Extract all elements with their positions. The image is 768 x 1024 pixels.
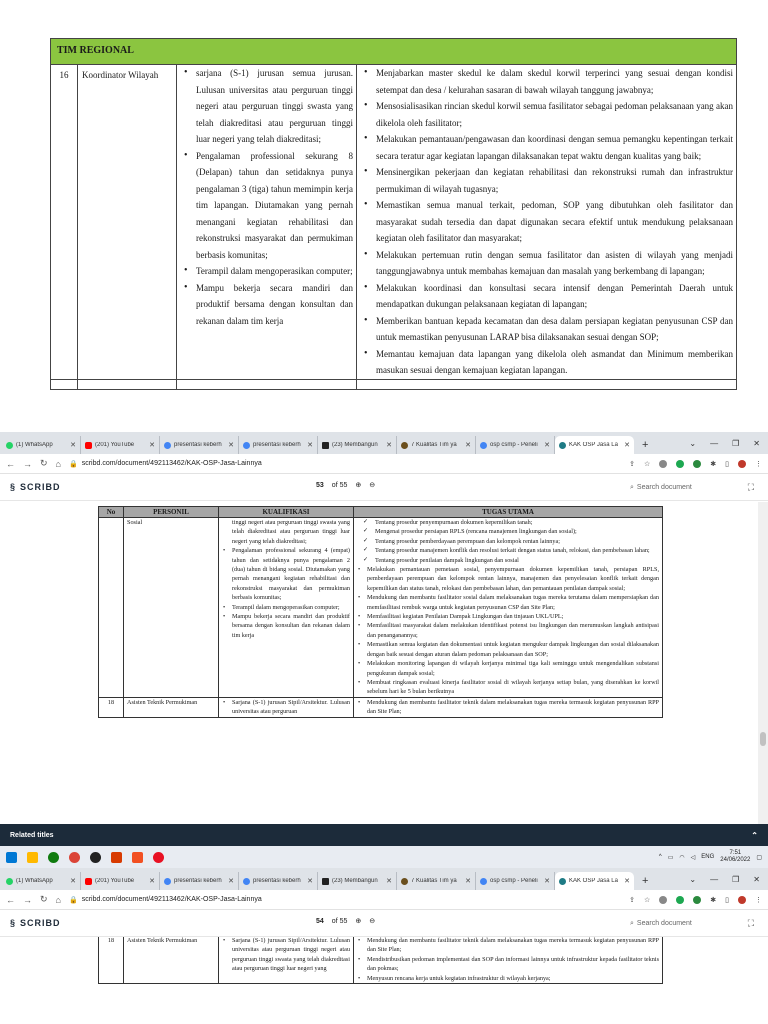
search-input[interactable]: [630, 481, 730, 494]
window-controls: [689, 432, 768, 454]
list-item: • Memantau kemajuan data lapangan yang dikelola oleh asmandat dan Minimum memberikan masukan sesuai dengan kemajuan kegiatan lapangan.: [363, 346, 733, 379]
tasks-list: [357, 937, 659, 983]
scribd-s-icon: §: [10, 918, 17, 928]
search-placeholder: Search document: [636, 920, 692, 927]
tab-membangun[interactable]: [318, 872, 397, 890]
clock-date: 24/06/2022: [720, 857, 751, 863]
google-icon: [164, 442, 171, 449]
edge-icon[interactable]: [48, 852, 59, 863]
tab-kualitas[interactable]: [397, 872, 476, 890]
page-navigator: [316, 481, 375, 489]
sidebar-icon[interactable]: ▯: [725, 896, 729, 904]
youtube-icon: [85, 442, 92, 449]
battery-icon[interactable]: ▭: [667, 854, 674, 861]
extensions-bar: [629, 460, 762, 468]
list-item: • Terampil dalam mengoperasikan computer;: [222, 603, 350, 612]
list-item: • Membuat ringkasan evaluasi kinerja fasilitator sosial di wilayah kerjanya setiap bulan, yang diserahkan ke korwil sebelum hari ke 5 bulan berikutnya: [357, 678, 659, 697]
table-row: [99, 518, 663, 698]
tab-whatsapp[interactable]: [2, 872, 81, 890]
lock-icon: 🔒: [68, 460, 78, 468]
tab-kualitas[interactable]: [397, 436, 476, 454]
extension-icon[interactable]: [676, 896, 684, 904]
address-bar: [0, 890, 768, 910]
share-icon[interactable]: ⇪: [629, 460, 635, 468]
tab-bar: [0, 432, 768, 454]
page-total: of 55: [331, 481, 348, 489]
section-header-row: [51, 39, 737, 65]
tab-google-2[interactable]: [239, 872, 318, 890]
chevron-up-icon[interactable]: ^: [658, 854, 662, 860]
tab-label: osp csmp - Peneli: [490, 442, 538, 448]
app-icon[interactable]: [90, 852, 101, 863]
close-icon[interactable]: ✕: [228, 878, 234, 885]
list-item: • sarjana (S-1) jurusan semua jurusan. Lulusan universitas atau perguruan tinggi negeri atau perguruan tinggi swasta yang telah diakreditasi atau perguruan tinggi luar negeri yang telah diakreditasi;: [183, 65, 353, 148]
font-icon: [322, 878, 329, 885]
extension-icon[interactable]: [693, 896, 701, 904]
tab-label: 7 Kualitas Tim ya: [411, 442, 457, 448]
list-item: ✓ Mengenai prosedur persiapan RPLS (rencana manajemen lingkungan dan sosial);: [357, 527, 659, 536]
list-item: • Memfasilitasi masyarakat dalam melakukan identifikasi potensi isu lingkungan dan merumuskan langkah antisipasi dan penanganannya;: [357, 621, 659, 640]
tasks-cell: [354, 518, 663, 698]
star-icon: [401, 442, 408, 449]
close-icon[interactable]: ✕: [544, 442, 550, 449]
tasks-cell: [354, 937, 663, 984]
extensions-bar: [629, 896, 762, 904]
tab-google-1[interactable]: [160, 872, 239, 890]
tab-label: KAK OSP Jasa La: [569, 442, 618, 448]
tab-youtube[interactable]: [81, 872, 160, 890]
list-item: ✓ Tentang prosedur manajemen konflik dan resolusi terkait dengan status tanah, relokasi, dan pembebasan lahan;: [357, 546, 659, 555]
zoom-out-icon[interactable]: ⊖: [369, 918, 376, 925]
reload-icon[interactable]: ↻: [40, 894, 48, 904]
tab-label: (1) WhatsApp: [16, 878, 53, 884]
row-number: 18: [99, 937, 124, 984]
table-header-row: [99, 507, 663, 518]
list-item: • Melakukan pemantauan pemetaan sosial, penyempurnaan dokumen kepemilikan tanah, persiapan RPLS, pemberdayaan perempuan dan kelompok rentan lainnya, manajemen dan penyelesaian konflik terkait dengan kepemilikan dan status tanah, relokasi dan pembebasan lahan, dan pemantauan penilaian dampak sosial;: [357, 565, 659, 593]
empty-cell: [78, 379, 177, 389]
scribd-logo[interactable]: [10, 918, 61, 928]
new-tab-button[interactable]: +: [642, 439, 649, 451]
list-item: • Mensosialisasikan rincian skedul korwil semua fasilitator sebagai pedoman pelaksanaan yang akan dikelola oleh fasilitator;: [363, 98, 733, 131]
close-icon[interactable]: ✕: [307, 442, 313, 449]
zoom-out-icon[interactable]: ⊖: [369, 482, 376, 489]
google-icon: [480, 442, 487, 449]
list-item: • Melakukan pertemuan rutin dengan semua fasilitator dan asisten di wilayah yang menjadi tanggungjawabnya untuk membahas kemajuan dan masalah yang berkembang di lapangan;: [363, 247, 733, 280]
tab-label: (201) YouTube: [95, 442, 135, 448]
window-controls: [689, 868, 768, 890]
page-navigator: [316, 917, 375, 925]
tab-bar: [0, 868, 768, 890]
qualifications-list: [222, 546, 350, 640]
checklist: [357, 518, 659, 565]
table-row: [99, 697, 663, 717]
related-titles-bar[interactable]: [0, 824, 768, 846]
volume-icon[interactable]: ◁: [690, 854, 696, 861]
maximize-icon[interactable]: ❐: [732, 874, 740, 884]
reload-icon[interactable]: ↻: [40, 458, 48, 468]
page-total: of 55: [331, 917, 348, 925]
document-viewport-1[interactable]: [0, 502, 758, 824]
qualifications-cell: [219, 518, 354, 698]
minimize-icon[interactable]: —: [710, 438, 719, 448]
home-icon[interactable]: ⌂: [55, 894, 61, 905]
google-icon: [164, 878, 171, 885]
url-field[interactable]: [69, 896, 621, 904]
close-icon[interactable]: ✕: [149, 442, 155, 449]
scribd-logo[interactable]: [10, 482, 61, 492]
list-item: • Memberikan bantuan kepada kecamatan dan desa dalam persiapan kegiatan penyusunan CSP dan untuk memastikan penyusunan LARAP bisa dilaksanakan sesuai dengan SOP;: [363, 313, 733, 346]
list-item: • Terampil dalam mengoperasikan computer;: [183, 263, 353, 280]
list-item: • Mendistribusikan pedoman implementasi dan SOP dan informasi lainnya untuk infrastruktur kepada fasilitator teknis dan pokmas;: [357, 955, 659, 974]
close-icon[interactable]: ✕: [307, 878, 313, 885]
back-icon[interactable]: ←: [6, 458, 15, 469]
list-item: • Melakukan pemantauan/pengawasan dan koordinasi dengan semua pemangku kepentingan terkait secara teratur agar kegiatan lapangan dilaksanakan tepat waktu dengan kualitas yang baik;: [363, 131, 733, 164]
staff-table-page-53: [98, 506, 663, 718]
scrollbar[interactable]: [758, 502, 768, 824]
lock-icon: 🔒: [68, 896, 78, 904]
staff-table-regional: [50, 38, 737, 390]
fullscreen-icon[interactable]: ⛶: [747, 482, 754, 492]
scribd-icon: [559, 442, 566, 449]
app-icon[interactable]: [153, 852, 164, 863]
qualification-text: tinggi negeri atau perguruan tinggi swasta yang telah diakreditasi atau perguruan tinggi luar negeri yang telah diakreditasi;: [232, 519, 350, 545]
menu-icon[interactable]: ⋮: [755, 896, 762, 904]
google-icon: [243, 878, 250, 885]
close-icon[interactable]: ✕: [149, 878, 155, 885]
sidebar-icon[interactable]: ▯: [725, 460, 729, 468]
close-window-icon[interactable]: ✕: [753, 874, 760, 884]
list-item: • Mendukung dan membantu fasilitator sosial dalam melaksanakan tugas mereka terutama dalam mempersiapkan dan memfasilitasi rembuk warga untuk kegiatan penyusunan CSP dan Site Plan;: [357, 593, 659, 612]
bookmark-star-icon[interactable]: ☆: [643, 460, 651, 468]
list-item: • Pengalaman professional sekurang 8 (Delapan) tahun dan setidaknya punya pengalaman 3 (tiga) tahun memimpin kerja tim lapangan. Diutamakan yang pernah menangani kegiatan rehabilitasi dan rekonstruksi masyarakat dan permukiman berbasis komunitas;: [183, 148, 353, 264]
tab-osp-csmp[interactable]: [476, 436, 555, 454]
new-tab-button[interactable]: +: [642, 875, 649, 887]
tasks-list: [357, 698, 659, 717]
extension-icon[interactable]: [659, 460, 667, 468]
list-item: • Mampu bekerja secara mandiri dan produktif bersama dengan konsultan dan rekanan dalam tim kerja: [222, 612, 350, 640]
tab-label: (23) Membangun: [332, 878, 378, 884]
tab-whatsapp[interactable]: [2, 436, 81, 454]
position-name: Asisten Teknik Permukiman: [124, 937, 219, 984]
extension-icon[interactable]: [676, 460, 684, 468]
close-icon[interactable]: ✕: [228, 442, 234, 449]
close-icon[interactable]: ✕: [465, 878, 471, 885]
search-icon: ⌕: [630, 919, 634, 927]
close-icon[interactable]: ✕: [386, 442, 392, 449]
tasks-list: [363, 65, 733, 379]
page-number-input[interactable]: 53: [316, 481, 324, 489]
file-explorer-icon[interactable]: [27, 852, 38, 863]
search-input[interactable]: [630, 917, 730, 930]
column-header: KUALIFIKASI: [219, 507, 354, 518]
youtube-icon: [85, 878, 92, 885]
list-item: • Memfasilitasi kegiatan Penilaian Dampak Lingkungan dan tinjauan UKL/UPL;: [357, 612, 659, 621]
zoom-in-icon[interactable]: ⊕: [355, 918, 362, 925]
tab-membangun[interactable]: [318, 436, 397, 454]
position-name: Sosial: [124, 518, 219, 698]
chrome-icon[interactable]: [69, 852, 80, 863]
tab-google-1[interactable]: [160, 436, 239, 454]
menu-icon[interactable]: ⋮: [755, 460, 762, 468]
qualifications-cell: [219, 937, 354, 984]
empty-cell: [357, 379, 737, 389]
tab-label: presentasi keberh: [253, 878, 301, 884]
table-row: [51, 65, 737, 380]
brand-name: SCRIBD: [20, 918, 61, 928]
row-number: 18: [99, 697, 124, 717]
chevron-down-icon[interactable]: ⌄: [689, 874, 697, 884]
list-item: • Sarjana (S-1) jurusan Sipil/Arsitektur. Lulusan universitas atau perguruan: [222, 698, 350, 717]
url-field[interactable]: [69, 460, 621, 468]
home-icon[interactable]: ⌂: [55, 458, 61, 469]
language-indicator[interactable]: ENG: [701, 854, 715, 860]
chevron-up-icon[interactable]: ⌃: [751, 830, 758, 840]
close-icon[interactable]: ✕: [70, 442, 76, 449]
empty-cell: [51, 379, 78, 389]
bookmark-star-icon[interactable]: ☆: [643, 896, 651, 904]
extension-icon[interactable]: [693, 460, 701, 468]
tab-label: (1) WhatsApp: [16, 442, 53, 448]
row-number: [99, 518, 124, 698]
search-placeholder: Search document: [636, 484, 692, 491]
tab-youtube[interactable]: [81, 436, 160, 454]
whatsapp-icon: [6, 878, 13, 885]
tasks-list: [357, 565, 659, 697]
tasks-cell: [354, 697, 663, 717]
table-row-empty: [51, 379, 737, 389]
tab-label: osp csmp - Peneli: [490, 878, 538, 884]
document-viewport-2[interactable]: [0, 937, 758, 1024]
list-item: ✓ Tentang prosedur pemberdayaan perempuan dan kelompok rentan lainnya;: [357, 537, 659, 546]
clock-time: 7:51: [729, 850, 742, 856]
tab-label: (23) Membangun: [332, 442, 378, 448]
fullscreen-icon[interactable]: ⛶: [747, 918, 754, 928]
list-item: • Pengalaman professional sekurang 4 (empat) tahun dan setidaknya punya pengalaman 2 (dua) tahun di bidang sosial. Diutamakan yang pernah menangani kegiatan rehabilitasi dan rekonstruksi masyarakat dan permukiman berbasis komunitas;: [222, 546, 350, 602]
google-icon: [243, 442, 250, 449]
windows-start-icon[interactable]: [6, 852, 17, 863]
close-icon[interactable]: ✕: [70, 878, 76, 885]
tab-google-2[interactable]: [239, 436, 318, 454]
list-item: • Melakukan monitoring lapangan di wilayah kerjanya minimal tiga kali seminggu untuk mengendalikan substansi pengukuran dampak sosial;: [357, 659, 659, 678]
row-number: 16: [51, 65, 78, 380]
column-header: No: [99, 507, 124, 518]
qualifications-cell: [177, 65, 357, 380]
wifi-icon[interactable]: ◠: [679, 854, 685, 861]
puzzle-icon[interactable]: ✱: [710, 896, 717, 904]
qualifications-cell: [219, 697, 354, 717]
tab-label: 7 Kualitas Tim ya: [411, 878, 457, 884]
list-item: ✓ Tentang prosedur penyempurnaan dokumen kepemilikan tanah;: [357, 518, 659, 527]
scribd-toolbar: [0, 474, 768, 501]
search-icon: ⌕: [630, 483, 634, 491]
qualifications-list: [222, 937, 350, 974]
notification-icon[interactable]: ▢: [756, 854, 762, 861]
scribd-icon: [559, 878, 566, 885]
list-item: • Memastikan semua kegiatan dan dokumentasi untuk kegiatan mengukur dampak lingkungan dan sosial dilaksanakan dengan baik sesuai dengan aturan dalam pedoman pelaksanaan dan SOP;: [357, 640, 659, 659]
tab-label: (201) YouTube: [95, 878, 135, 884]
close-icon[interactable]: ✕: [386, 878, 392, 885]
office-icon[interactable]: [132, 852, 143, 863]
qualifications-list: [222, 698, 350, 717]
tab-label: presentasi keberh: [174, 878, 222, 884]
font-icon: [322, 442, 329, 449]
minimize-icon[interactable]: —: [710, 874, 719, 884]
list-item: • Mampu bekerja secara mandiri dan produktif bersama dengan konsultan dan rekanan dalam tim kerja: [183, 280, 353, 330]
list-item: • Memastikan semua manual terkait, pedoman, SOP yang dibutuhkan oleh fasilitator dan masyarakat sudah tersedia dan dapat digunakan secara efektif untuk mendukung pelaksanaan kegiatan oleh fasilitator dan masyarakat;: [363, 197, 733, 247]
scribd-toolbar: [0, 910, 768, 937]
close-icon[interactable]: ✕: [465, 442, 471, 449]
forward-icon[interactable]: →: [23, 894, 32, 905]
document-page-top: [0, 0, 768, 395]
clock[interactable]: [720, 850, 750, 864]
forward-icon[interactable]: →: [23, 458, 32, 469]
close-icon[interactable]: ✕: [544, 878, 550, 885]
list-item: • Menyusun rencana kerja untuk kegiatan infrastruktur di wilayah kerjanya;: [357, 974, 659, 983]
position-name: Koordinator Wilayah: [78, 65, 177, 380]
scrollbar-thumb[interactable]: [760, 732, 766, 746]
avatar[interactable]: [738, 896, 746, 904]
page-number-input[interactable]: 54: [316, 917, 324, 925]
tab-label: presentasi keberh: [174, 442, 222, 448]
list-item: • Mensinergikan pekerjaan dan kegiatan rehabilitasi dan rekonstruksi rumah dan infrastruktur permukiman di wilayah tugasnya;: [363, 164, 733, 197]
empty-cell: [177, 379, 357, 389]
close-window-icon[interactable]: ✕: [753, 438, 760, 448]
tab-kak-osp[interactable]: [555, 436, 634, 454]
maximize-icon[interactable]: ❐: [732, 438, 740, 448]
google-icon: [480, 878, 487, 885]
address-bar: [0, 454, 768, 474]
brand-name: SCRIBD: [20, 482, 61, 492]
list-item: • Menjabarkan master skedul ke dalam skedul korwil terperinci yang sesuai dengan kondisi setempat dan desa / kelurahan sasaran di bawah wilayah tanggung jawabnya;: [363, 65, 733, 98]
table-row: [99, 937, 663, 984]
url-text: scribd.com/document/492113462/KAK-OSP-Jasa-Lainnya: [81, 896, 262, 903]
close-icon[interactable]: ✕: [624, 442, 630, 449]
staff-table-page-54: [98, 937, 663, 984]
list-item: • Mendukung dan membantu fasilitator teknik dalam melaksanakan tugas mereka termasuk kegiatan penyusunan RPP dan Site Plan;: [357, 937, 659, 955]
column-header: TUGAS UTAMA: [354, 507, 663, 518]
zoom-in-icon[interactable]: ⊕: [355, 482, 362, 489]
share-icon[interactable]: ⇪: [629, 896, 635, 904]
whatsapp-icon: [6, 442, 13, 449]
tab-osp-csmp[interactable]: [476, 872, 555, 890]
column-header: PERSONIL: [124, 507, 219, 518]
tab-kak-osp[interactable]: [555, 872, 634, 890]
close-icon[interactable]: ✕: [624, 878, 630, 885]
extension-icon[interactable]: [659, 896, 667, 904]
list-item: • Mendukung dan membantu fasilitator teknik dalam melaksanakan tugas mereka termasuk kegiatan penyusunan RPP dan Site Plan;: [357, 698, 659, 717]
position-name: Asisten Teknik Permukiman: [124, 697, 219, 717]
avatar[interactable]: [738, 460, 746, 468]
list-item: • Sarjana (S-1) jurusan Sipil/Arsitektur. Lulusan universitas atau perguruan tinggi negeri atau perguruan tinggi swasta yang telah diakreditasi atau perguruan tinggi luar negeri yang: [222, 937, 350, 974]
windows-taskbar: [0, 846, 768, 868]
qualifications-list: [183, 65, 353, 329]
powerpoint-icon[interactable]: [111, 852, 122, 863]
browser-window-2: [0, 868, 768, 937]
star-icon: [401, 878, 408, 885]
system-tray: [659, 850, 762, 864]
list-item: • Melakukan koordinasi dan konsultasi secara intensif dengan Pemerintah Daerah untuk mendapatkan dukungan pelaksanaan kegiatan di lapangan;: [363, 280, 733, 313]
url-text: scribd.com/document/492113462/KAK-OSP-Jasa-Lainnya: [81, 460, 262, 467]
list-item: ✓ Tentang prosedur penilaian dampak lingkungan dan sosial: [357, 556, 659, 565]
scribd-s-icon: §: [10, 482, 17, 492]
chevron-down-icon[interactable]: ⌄: [689, 438, 697, 448]
browser-window-1: [0, 432, 768, 501]
tab-label: KAK OSP Jasa La: [569, 878, 618, 884]
tab-label: presentasi keberh: [253, 442, 301, 448]
tasks-cell: [357, 65, 737, 380]
related-titles-label: Related titles: [10, 831, 54, 839]
back-icon[interactable]: ←: [6, 894, 15, 905]
section-title: TIM REGIONAL: [51, 39, 737, 65]
puzzle-icon[interactable]: ✱: [710, 460, 717, 468]
